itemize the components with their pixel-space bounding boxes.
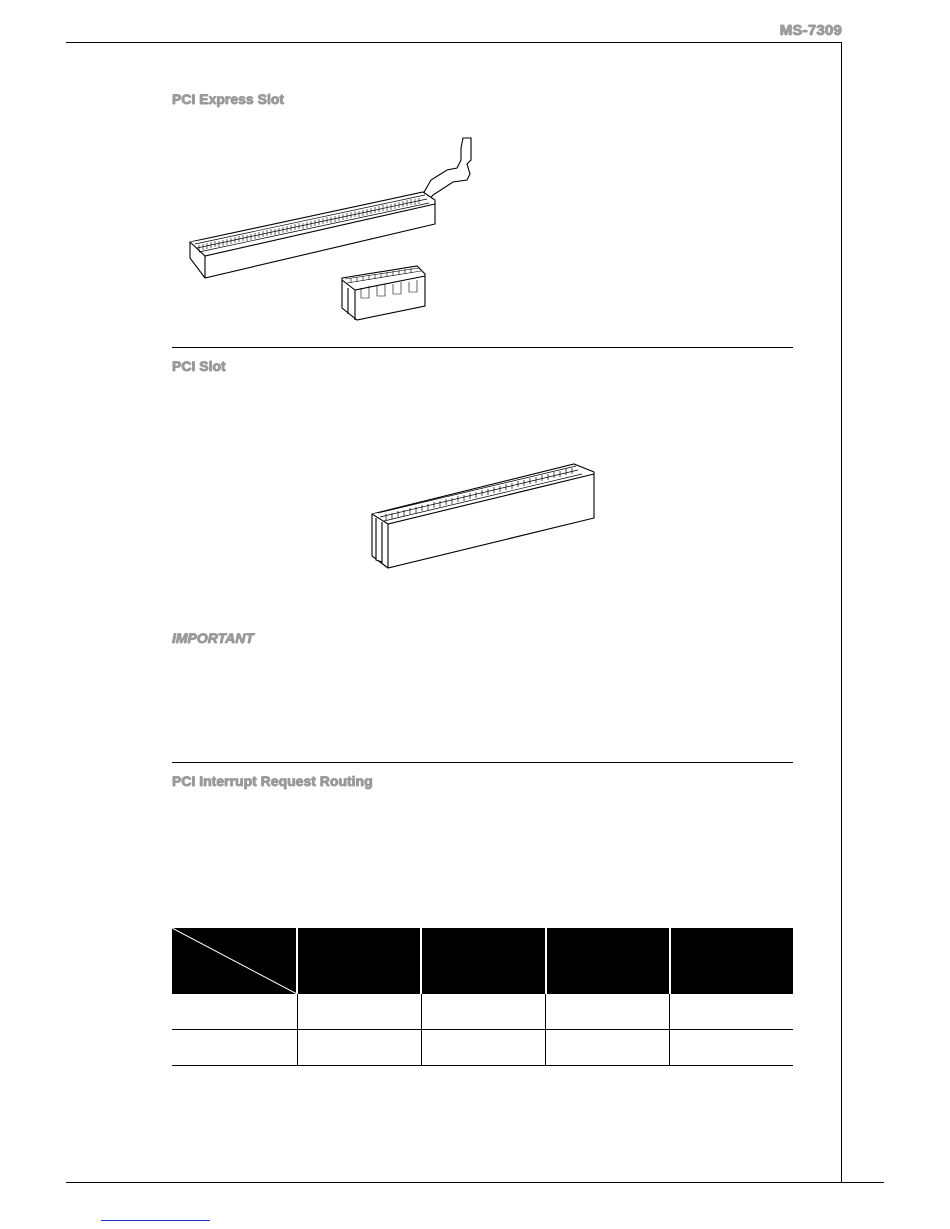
pci-slot-illustration — [368, 458, 598, 573]
table-header-row — [172, 928, 793, 994]
pcie-heading: PCI Express Slot — [172, 91, 285, 107]
diagonal-divider — [172, 928, 297, 994]
table-cell — [421, 994, 545, 1030]
table-row — [172, 994, 793, 1030]
pci-heading: PCI Slot — [172, 358, 226, 374]
section-divider — [172, 762, 793, 763]
table-cell — [670, 994, 793, 1030]
pcie-slot-illustration — [185, 130, 485, 325]
right-rule — [841, 42, 842, 1182]
table-cell — [670, 1030, 793, 1066]
irq-routing-table — [172, 928, 793, 1066]
table-cell — [297, 1030, 421, 1066]
table-corner-cell — [172, 928, 297, 994]
table-header-cell — [421, 928, 545, 994]
table-cell — [172, 1030, 297, 1066]
table-header-cell — [670, 928, 793, 994]
footer-link-underline — [101, 1220, 210, 1221]
model-number: MS-7309 — [779, 22, 842, 39]
table-cell — [172, 994, 297, 1030]
table-row — [172, 1030, 793, 1066]
table-header-cell — [297, 928, 421, 994]
top-rule — [66, 42, 842, 43]
irq-heading: PCI Interrupt Request Routing — [172, 773, 373, 789]
bottom-rule — [66, 1182, 884, 1183]
table-header-cell — [546, 928, 670, 994]
table-cell — [421, 1030, 545, 1066]
important-heading: IMPORTANT — [172, 630, 254, 646]
table-cell — [297, 994, 421, 1030]
section-divider — [172, 347, 793, 348]
table-cell — [546, 1030, 670, 1066]
table-cell — [546, 994, 670, 1030]
